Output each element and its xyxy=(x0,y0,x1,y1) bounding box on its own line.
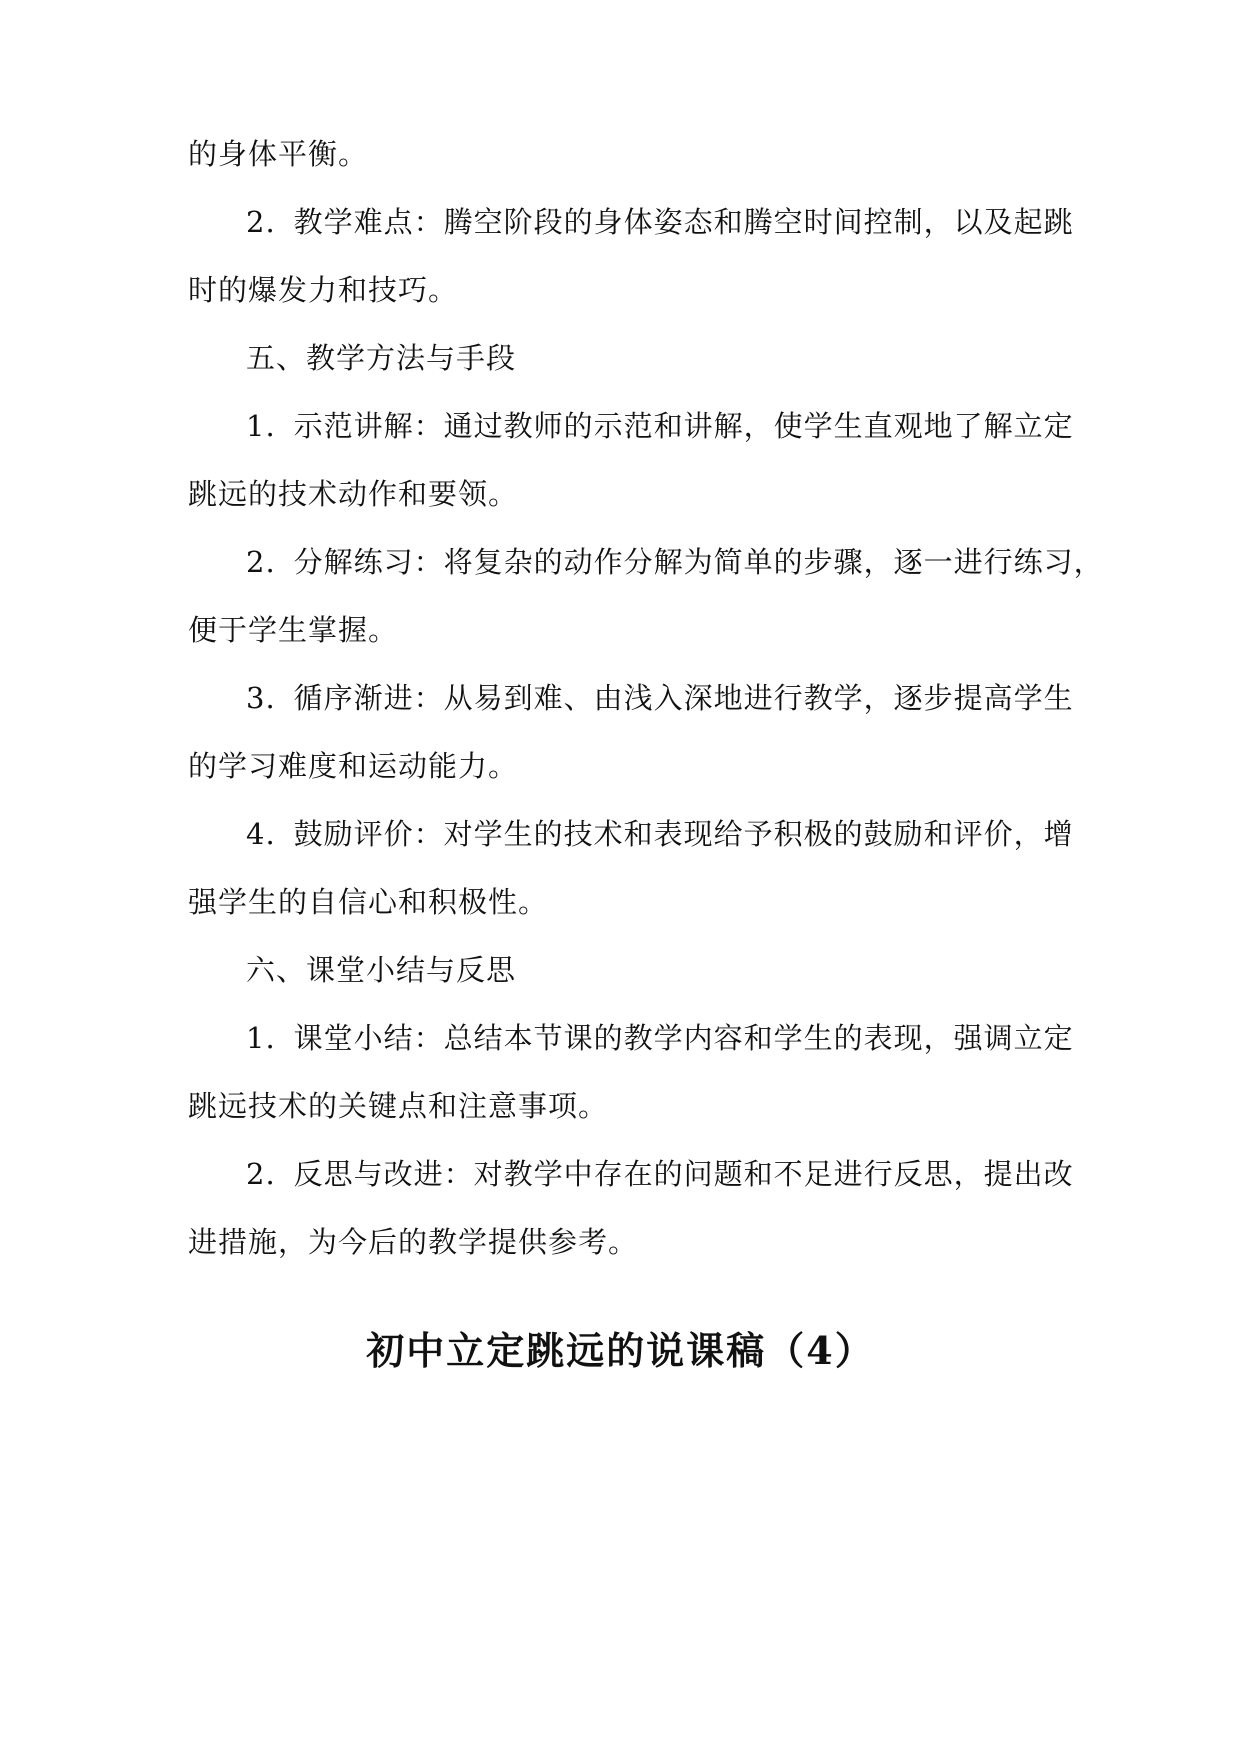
line-text: 五、教学方法与手段 xyxy=(246,341,517,375)
list-item-line xyxy=(246,1154,1126,1194)
line-text: 教学难点：腾空阶段的身体姿态和腾空时间控制，以及起跳 xyxy=(293,205,1074,239)
document-title: 初中立定跳远的说课稿（4） xyxy=(366,1328,875,1373)
paragraph-line xyxy=(188,882,1068,922)
line-text: 鼓励评价：对学生的技术和表现给予积极的鼓励和评价，增 xyxy=(293,817,1074,851)
section-heading xyxy=(246,950,1126,990)
paragraph-line xyxy=(188,134,1068,174)
list-number: 1. xyxy=(246,409,276,443)
line-text: 的身体平衡。 xyxy=(188,137,369,171)
line-text: 反思与改进：对教学中存在的问题和不足进行反思，提出改 xyxy=(293,1157,1074,1191)
line-text: 分解练习：将复杂的动作分解为简单的步骤，逐一进行练习， xyxy=(293,545,1104,579)
paragraph-line xyxy=(188,474,1068,514)
list-number: 2. xyxy=(246,545,276,579)
list-number: 4. xyxy=(246,817,276,851)
section-heading xyxy=(246,338,1126,378)
list-number: 2. xyxy=(246,1157,276,1191)
list-item-line xyxy=(246,542,1126,582)
paragraph-line xyxy=(188,746,1068,786)
line-text: 六、课堂小结与反思 xyxy=(246,953,517,987)
line-text: 时的爆发力和技巧。 xyxy=(188,273,459,307)
list-number: 2. xyxy=(246,205,276,239)
paragraph-line xyxy=(188,1222,1068,1262)
line-text: 强学生的自信心和积极性。 xyxy=(188,885,549,919)
line-text: 便于学生掌握。 xyxy=(188,613,399,647)
line-text: 进措施，为今后的教学提供参考。 xyxy=(188,1225,639,1259)
line-text: 的学习难度和运动能力。 xyxy=(188,749,519,783)
list-item-line xyxy=(246,814,1126,854)
list-item-line xyxy=(246,678,1126,718)
line-text: 跳远的技术动作和要领。 xyxy=(188,477,519,511)
line-text: 循序渐进：从易到难、由浅入深地进行教学，逐步提高学生 xyxy=(293,681,1074,715)
list-item-line xyxy=(246,202,1126,242)
line-text: 跳远技术的关键点和注意事项。 xyxy=(188,1089,609,1123)
list-item-line xyxy=(246,1018,1126,1058)
line-text: 示范讲解：通过教师的示范和讲解，使学生直观地了解立定 xyxy=(293,409,1074,443)
line-text: 课堂小结：总结本节课的教学内容和学生的表现，强调立定 xyxy=(293,1021,1074,1055)
list-number: 1. xyxy=(246,1021,276,1055)
list-item-line xyxy=(246,406,1126,446)
paragraph-line xyxy=(188,1086,1068,1126)
list-number: 3. xyxy=(246,681,276,715)
paragraph-line xyxy=(188,270,1068,310)
paragraph-line xyxy=(188,610,1068,650)
